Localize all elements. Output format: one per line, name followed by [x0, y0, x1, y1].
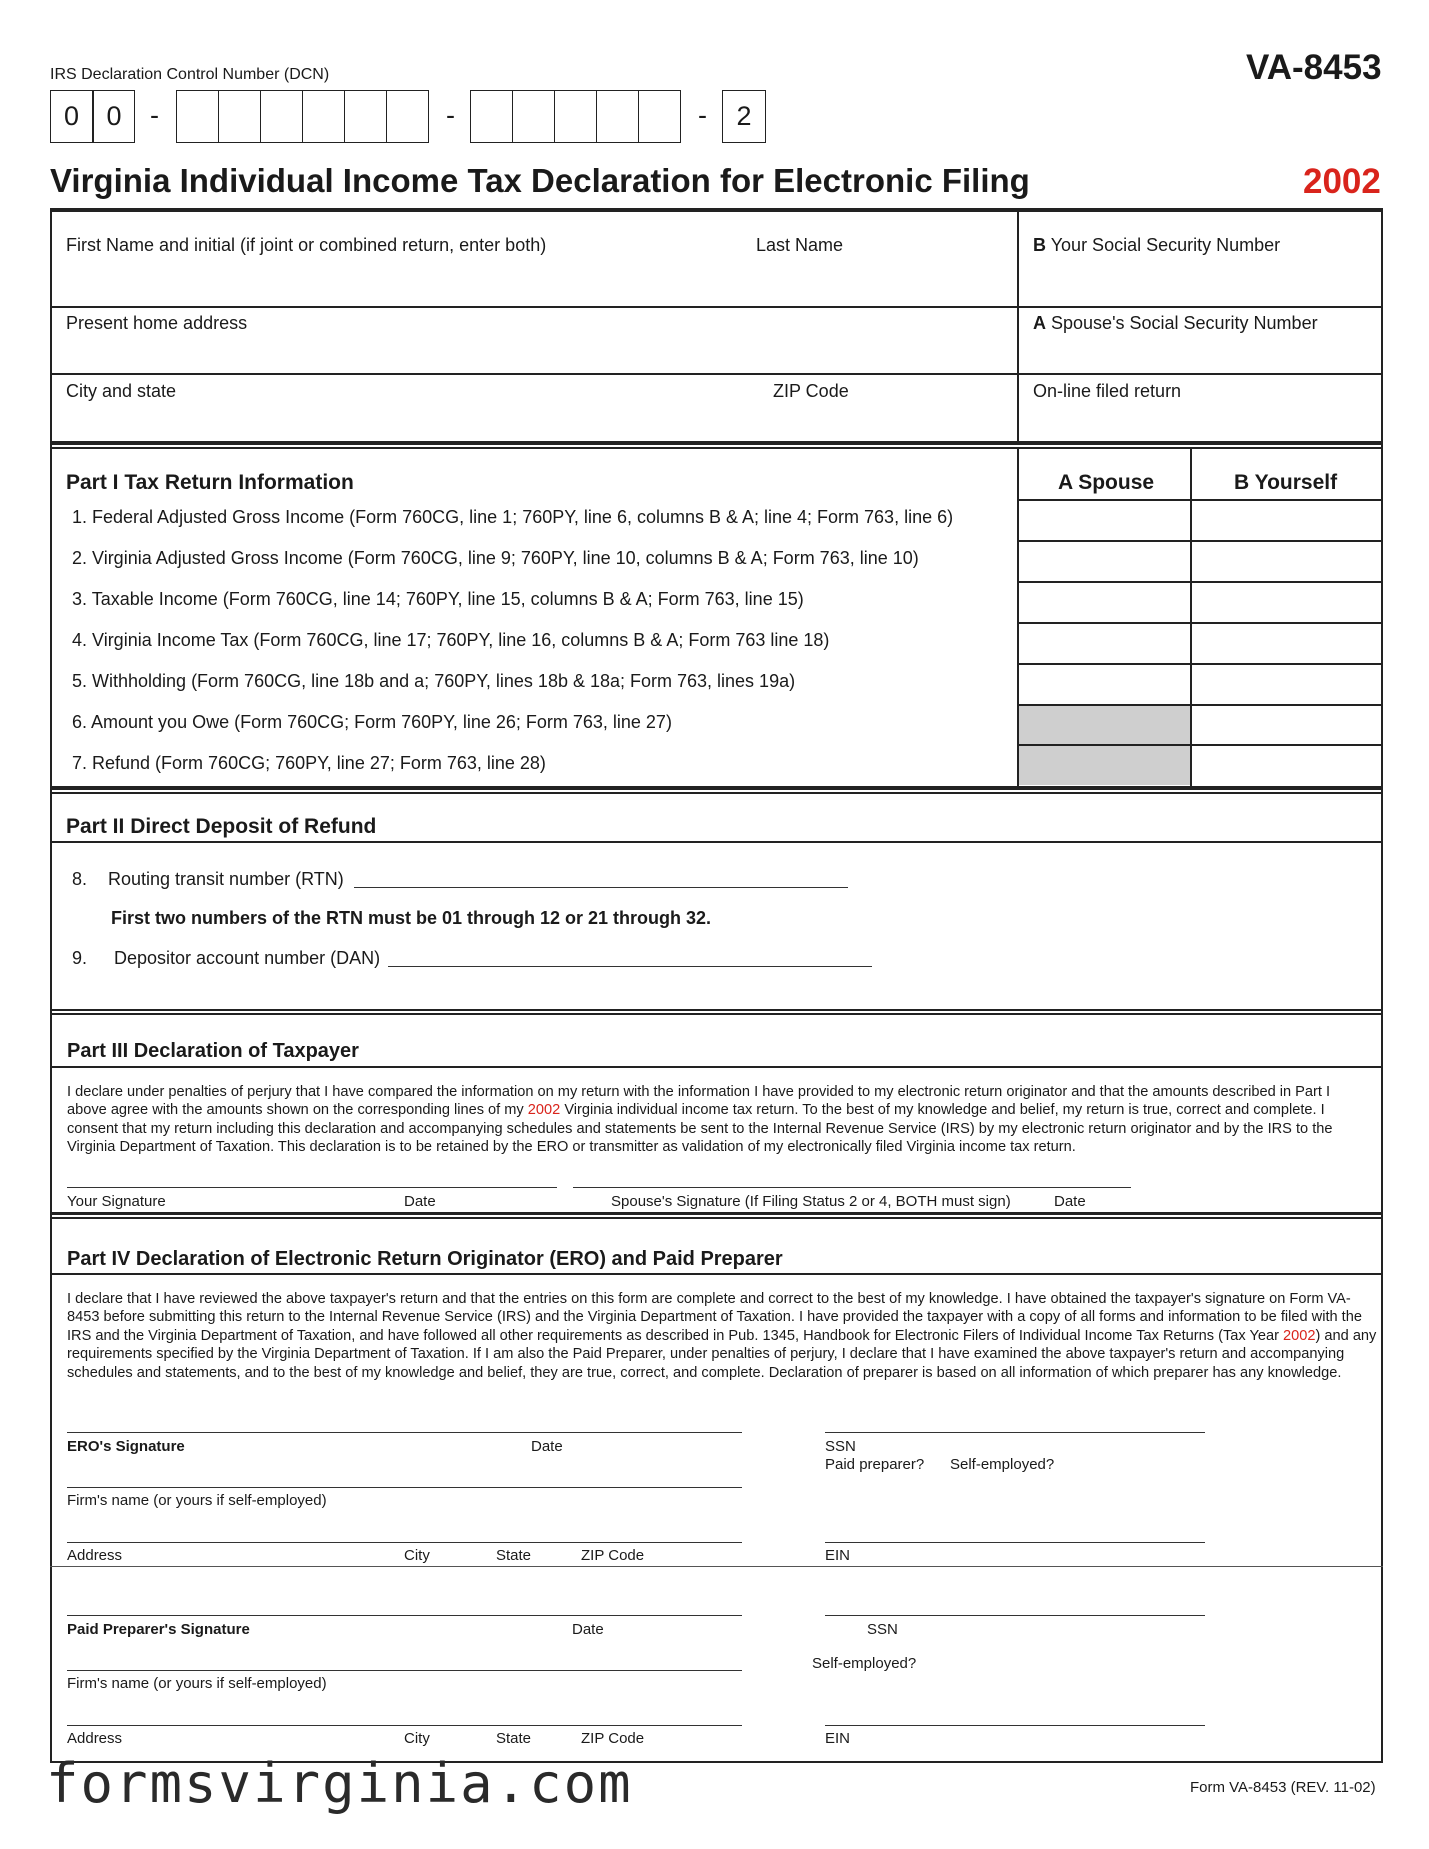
divider: [1017, 581, 1383, 583]
line9-num: 9.: [72, 948, 88, 968]
preparer-firm-line[interactable]: [67, 1670, 742, 1671]
part1-title: Part I Tax Return Information: [66, 471, 354, 494]
form-year: 2002: [1303, 162, 1381, 201]
part4-title: Part IV Declaration of Electronic Return Originator (ERO) and Paid Preparer: [67, 1248, 783, 1270]
part3-title: Part III Declaration of Taxpayer: [67, 1040, 359, 1062]
firm-name-label: Firm's name (or yours if self-employed): [67, 1492, 327, 1509]
date-label: Date: [404, 1193, 436, 1210]
state-label: State: [496, 1547, 532, 1564]
preparer-signature-line[interactable]: [67, 1615, 742, 1616]
ssn-prefix: B: [1033, 235, 1046, 255]
date-label: Date: [572, 1621, 604, 1638]
ssn-label: SSN: [825, 1438, 856, 1455]
divider: [1017, 622, 1383, 624]
zip-label: ZIP Code: [581, 1547, 645, 1564]
form-code: VA-8453: [1246, 48, 1382, 87]
preparer-signature-label: Paid Preparer's Signature: [67, 1621, 250, 1638]
divider: [50, 1212, 1383, 1215]
divider: [1190, 447, 1192, 786]
spouse-ssn-label: Spouse's Social Security Number: [1051, 313, 1318, 333]
dcn-dash: -: [698, 100, 707, 130]
dcn-cell[interactable]: [470, 90, 513, 143]
preparer-ssn-line[interactable]: [825, 1615, 1205, 1616]
dcn-cell[interactable]: 2: [722, 90, 766, 143]
divider: [50, 1273, 1383, 1275]
zip-field[interactable]: ZIP Code: [773, 381, 849, 401]
part1-line: 4. Virginia Income Tax (Form 760CG, line 17; 760PY, line 16, columns B & A; Form 763 line 18): [72, 630, 830, 650]
divider: [50, 1013, 1383, 1015]
online-return-field[interactable]: On-line filed return: [1033, 381, 1182, 401]
rtn-note: First two numbers of the RTN must be 01 through 12 or 21 through 32.: [111, 908, 712, 928]
first-name-field[interactable]: First Name and initial (if joint or combined return, enter both): [66, 235, 547, 255]
your-signature-line[interactable]: [67, 1187, 557, 1188]
dcn-cell[interactable]: [512, 90, 555, 143]
form-revision: Form VA-8453 (REV. 11-02): [1190, 1779, 1376, 1796]
preparer-ein-line[interactable]: [825, 1725, 1205, 1726]
dcn-cell[interactable]: [596, 90, 639, 143]
divider: [50, 1066, 1383, 1068]
city-label: City: [404, 1547, 430, 1564]
divider: [50, 1217, 1383, 1219]
address-label: Address: [67, 1730, 123, 1747]
dcn-cell[interactable]: [386, 90, 429, 143]
divider: [50, 792, 1383, 794]
dcn-cell[interactable]: [218, 90, 261, 143]
dcn-cell[interactable]: [302, 90, 345, 143]
ero-declaration: [67, 1290, 1377, 1382]
ein-label: EIN: [825, 1547, 851, 1564]
taxpayer-declaration: [67, 1083, 1367, 1157]
form-title: Virginia Individual Income Tax Declaration for Electronic Filing: [50, 162, 1030, 199]
shaded-cell: [1019, 706, 1190, 744]
preparer-address-line[interactable]: [67, 1725, 742, 1726]
decl-text: I declare under penalties of perjury that I have compared the information on my return with the information I have provided to my electronic return originator and that the amounts described in Part I above agree with the amounts shown on the corresponding lines of my: [67, 1084, 1331, 1119]
dcn-dash: -: [446, 100, 455, 130]
dcn-cell[interactable]: 0: [93, 90, 135, 143]
last-name-field[interactable]: Last Name: [756, 235, 844, 255]
dcn-cell[interactable]: [176, 90, 219, 143]
date-label: Date: [1054, 1193, 1086, 1210]
spouse-ssn-field[interactable]: [1033, 313, 1318, 334]
city-label: City: [404, 1730, 430, 1747]
watermark-text: formsvirginia.com: [46, 1752, 633, 1815]
ero-ssn-line[interactable]: [825, 1432, 1205, 1433]
divider: [50, 841, 1383, 843]
divider: [50, 441, 1383, 445]
state-label: State: [496, 1730, 532, 1747]
top-rule: [50, 208, 1383, 212]
divider: [1017, 540, 1383, 542]
dcn-cell[interactable]: [638, 90, 681, 143]
firm-name-line[interactable]: [67, 1487, 742, 1488]
ero-text: I declare that I have reviewed the above taxpayer's return and that the entries on this form are complete and correct to the best of my knowledge. I have obtained the taxpayer's signature on Form VA-8453 before submitting this return to the Internal Revenue Service (IRS) and the Virginia Department of Taxation. I have provided the taxpayer with a copy of all forms and information to be filed with the IRS and the Virginia Department of Taxation, and have followed all other requirements as described in Pub. 1345, Handbook for Electronic Filers of Individual Income Tax Returns (Tax Year: [67, 1291, 1362, 1344]
part1-line: 7. Refund (Form 760CG; 760PY, line 27; Form 763, line 28): [72, 753, 546, 773]
part2-title: Part II Direct Deposit of Refund: [66, 815, 377, 838]
divider: [1017, 210, 1019, 442]
spouse-amount-cell[interactable]: [1019, 501, 1190, 540]
decl-text: Virginia individual income tax return. To the best of my knowledge and belief, my return is true, correct and complete. I consent that my return including this declaration and accompanying schedules and statements be sent to the Internal Revenue Service (IRS) by my electronic return originator and by the IRS to the Virginia Department of Taxation. This declaration is to be retained by the ERO or transmitter as validation of my electronically filed Virginia income tax return.: [67, 1102, 1333, 1156]
address-field[interactable]: Present home address: [66, 313, 248, 333]
firm-name-label: Firm's name (or yours if self-employed): [67, 1675, 327, 1692]
spouse-ssn-prefix: A: [1033, 313, 1046, 333]
self-employed-question[interactable]: Self-employed?: [950, 1456, 1055, 1473]
spouse-signature-line[interactable]: [573, 1187, 1131, 1188]
dcn-cell[interactable]: [554, 90, 597, 143]
dcn-cell[interactable]: [344, 90, 387, 143]
col-a-header: A Spouse: [1058, 471, 1155, 494]
ero-text: ) and any requirements specified by the Virginia Department of Taxation. If I am also the Paid Preparer, under penalties of perjury, I declare that I have examined the above taxpayer's return and accompanying schedules and statements, and to the best of my knowledge and belief, they are true, correct, and complete. Declaration of preparer is based on all information of which preparer has any knowledge.: [67, 1327, 1377, 1381]
dcn-cell[interactable]: 0: [50, 90, 93, 143]
spouse-signature-label: Spouse's Signature (If Filing Status 2 or 4, BOTH must sign): [611, 1193, 1011, 1210]
divider: [50, 786, 1383, 790]
divider: [50, 1009, 1383, 1011]
your-ssn-field[interactable]: [1033, 235, 1280, 256]
col-b-header: B Yourself: [1234, 471, 1338, 494]
rtn-input[interactable]: [354, 887, 848, 888]
ein-label: EIN: [825, 1730, 851, 1747]
decl-year: 2002: [527, 1102, 561, 1119]
divider: [1017, 663, 1383, 665]
ero-signature-label: ERO's Signature: [67, 1438, 185, 1455]
ein-line[interactable]: [825, 1542, 1205, 1543]
address-line[interactable]: [67, 1542, 742, 1543]
ero-signature-line[interactable]: [67, 1432, 742, 1433]
ero-year: 2002: [1283, 1327, 1316, 1344]
preparer-self-employed-question[interactable]: Self-employed?: [812, 1655, 917, 1672]
part1-line: 2. Virginia Adjusted Gross Income (Form 760CG, line 9; 760PY, line 10, columns B & A; Form 763, line 10): [72, 548, 919, 568]
paid-preparer-question[interactable]: Paid preparer?: [825, 1456, 925, 1473]
dan-input[interactable]: [388, 966, 872, 967]
your-signature-label: Your Signature: [67, 1193, 166, 1210]
date-label: Date: [531, 1438, 563, 1455]
zip-label: ZIP Code: [581, 1730, 645, 1747]
rtn-label: Routing transit number (RTN): [108, 869, 344, 889]
divider: [50, 1566, 1383, 1567]
line8-num: 8.: [72, 869, 88, 889]
part1-line: 1. Federal Adjusted Gross Income (Form 760CG, line 1; 760PY, line 6, columns B & A; line 4; Form 763, line 6): [72, 507, 954, 527]
shaded-cell: [1019, 746, 1190, 785]
ssn-label: SSN: [867, 1621, 898, 1638]
city-state-field[interactable]: City and state: [66, 381, 177, 401]
part1-line: 6. Amount you Owe (Form 760CG; Form 760PY, line 26; Form 763, line 27): [72, 712, 672, 732]
divider: [50, 373, 1383, 375]
dcn-dash: -: [150, 100, 159, 130]
dcn-label: IRS Declaration Control Number (DCN): [50, 66, 330, 83]
address-label: Address: [67, 1547, 123, 1564]
divider: [50, 447, 1383, 449]
divider: [50, 306, 1383, 308]
dan-label: Depositor account number (DAN): [114, 948, 381, 968]
ssn-label: Your Social Security Number: [1050, 235, 1281, 255]
dcn-cell[interactable]: [260, 90, 303, 143]
part1-line: 3. Taxable Income (Form 760CG, line 14; 760PY, line 15, columns B & A; Form 763, line 15): [72, 589, 804, 609]
part1-line: 5. Withholding (Form 760CG, line 18b and a; 760PY, lines 18b & 18a; Form 763, lines 19a): [72, 671, 796, 691]
yourself-amount-cell[interactable]: [1192, 501, 1381, 540]
